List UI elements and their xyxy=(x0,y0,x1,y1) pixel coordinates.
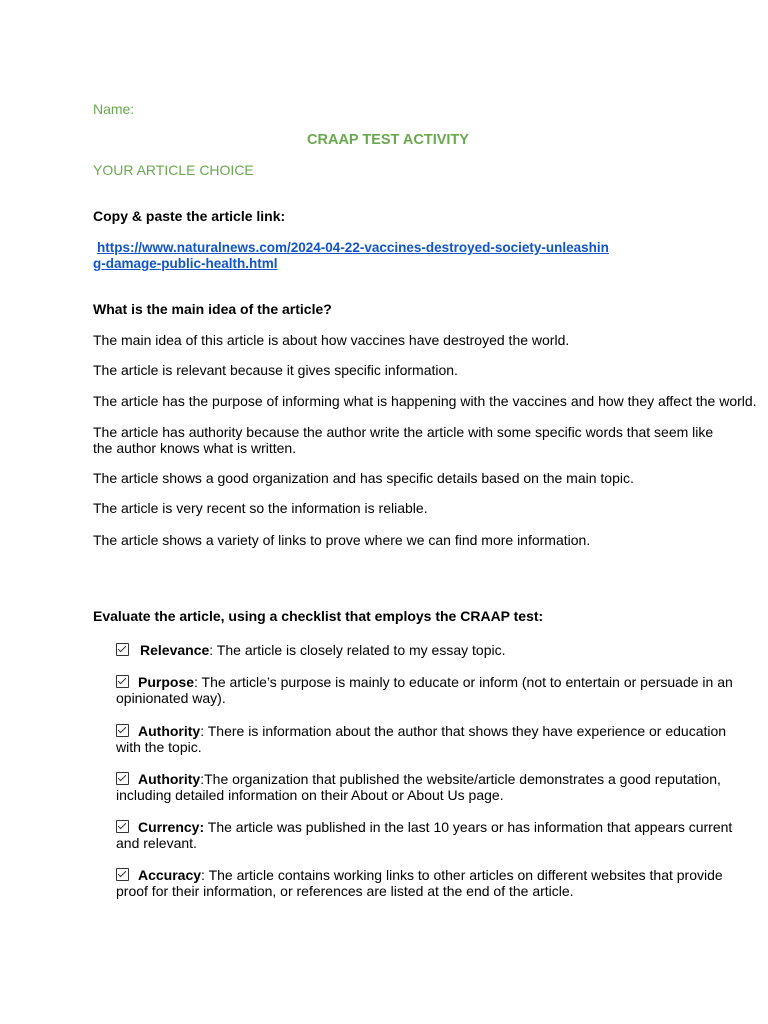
checklist-item-title: Purpose xyxy=(138,674,195,690)
checklist-item-text: The article was published in the last 10 years or has information that appears current and relevant. xyxy=(116,819,733,851)
checkbox-checked-icon[interactable] xyxy=(116,643,129,656)
checklist-heading: Evaluate the article, using a checklist that employs the CRAAP test: xyxy=(93,608,544,624)
main-idea-paragraph: The main idea of this article is about how vaccines have destroyed the world. xyxy=(93,332,570,348)
checkbox-checked-icon[interactable] xyxy=(116,868,129,881)
checklist-item-authority xyxy=(116,723,746,755)
checkbox-checked-icon[interactable] xyxy=(116,772,129,785)
checklist-item-text: : The article is closely related to my essay topic. xyxy=(209,642,506,658)
checklist-item-title: Currency: xyxy=(138,819,205,835)
article-link[interactable] xyxy=(93,240,613,272)
checklist-item-relevance xyxy=(116,642,746,658)
checklist-item-authority-organization xyxy=(116,771,746,803)
currency-paragraph: The article is very recent so the information is reliable. xyxy=(93,500,428,516)
checklist-item-title: Relevance xyxy=(140,642,210,658)
link-label: Copy & paste the article link: xyxy=(93,208,286,224)
article-link-text[interactable]: https://www.naturalnews.com/2024-04-22-vaccines-destroyed-society-unleashing-damage-public-health.html xyxy=(93,240,609,271)
checkbox-checked-icon[interactable] xyxy=(116,724,129,737)
checkbox-checked-icon[interactable] xyxy=(116,820,129,833)
checklist-item-text: : The article’s purpose is mainly to educate or inform (not to entertain or persuade in an opinionated way). xyxy=(116,674,733,706)
checkbox-checked-icon[interactable] xyxy=(116,675,129,688)
organization-paragraph: The article shows a good organization and has specific details based on the main topic. xyxy=(93,470,634,486)
checklist-item-text: : There is information about the author that shows they have experience or education with the topic. xyxy=(116,723,727,755)
checklist-item-accuracy xyxy=(116,867,746,899)
links-paragraph: The article shows a variety of links to prove where we can find more information. xyxy=(93,532,591,548)
checklist-item-text: :The organization that published the website/article demonstrates a good reputation, including detailed information on their About or About Us page. xyxy=(116,771,721,803)
checklist-item-text: : The article contains working links to other articles on different websites that provide proof for their information, or references are listed at the end of the article. xyxy=(116,867,723,899)
article-choice-heading: YOUR ARTICLE CHOICE xyxy=(93,162,254,178)
authority-paragraph: The article has authority because the author write the article with some specific words that seem like the author knows what is written. xyxy=(93,424,714,456)
main-idea-question: What is the main idea of the article? xyxy=(93,301,332,317)
checklist-item-currency xyxy=(116,819,746,851)
name-label: Name: xyxy=(93,101,135,117)
checklist-item-purpose xyxy=(116,674,746,706)
checklist-item-title: Accuracy xyxy=(138,867,202,883)
checklist-item-title: Authority xyxy=(138,723,201,739)
checklist-item-title: Authority xyxy=(138,771,201,787)
relevance-paragraph: The article is relevant because it gives specific information. xyxy=(93,362,458,378)
page-title: CRAAP TEST ACTIVITY xyxy=(307,132,469,148)
purpose-paragraph: The article has the purpose of informing what is happening with the vaccines and how they affect the world. xyxy=(93,393,757,409)
